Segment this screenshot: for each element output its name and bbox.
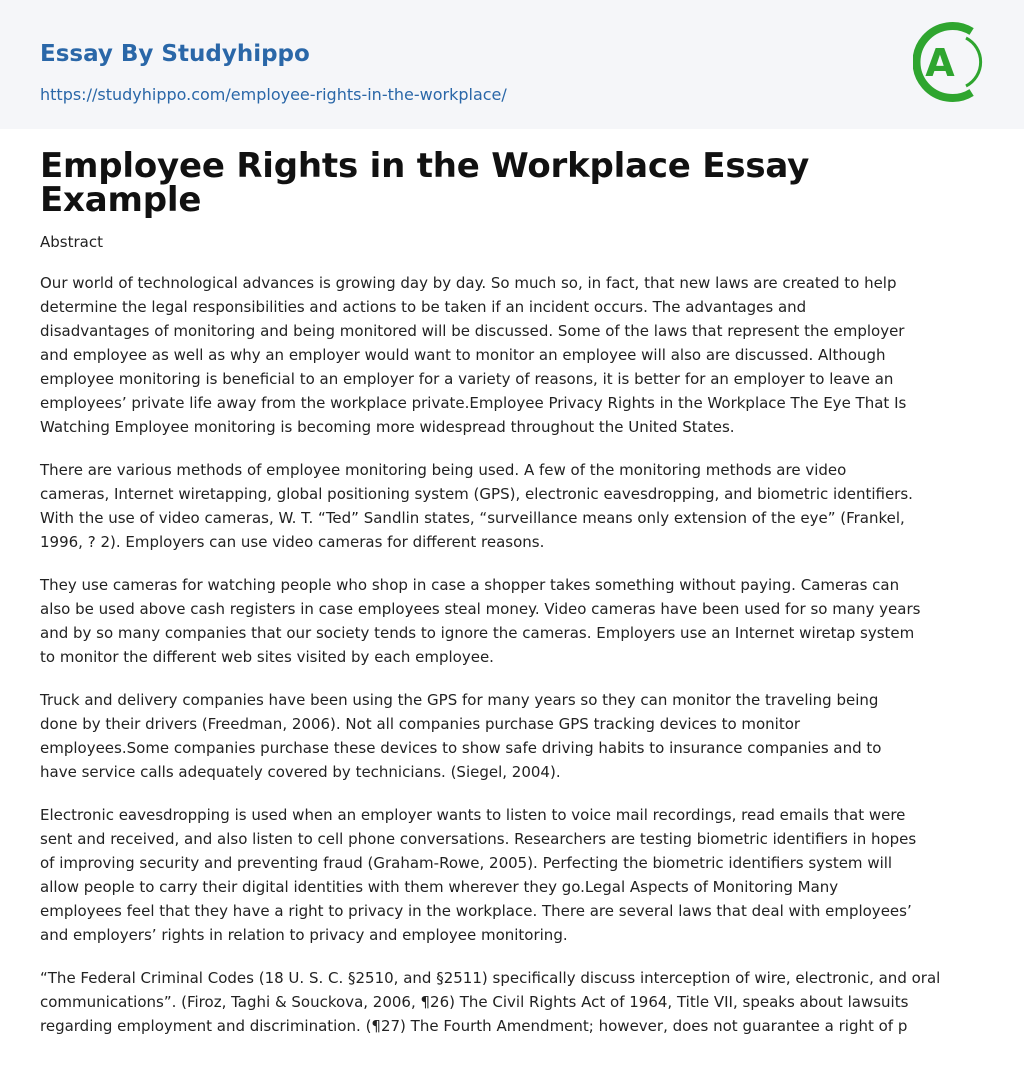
paragraph-3: They use cameras for watching people who shop in case a shopper takes something without paying. Cameras can also be used above cash registers in case employees steal money. Video cameras have been used for so many years and by so many companies that our society tends to ignore the cameras. Employers use an Internet wiretap system to monitor the different web sites visited by each employee. — [40, 576, 921, 666]
article-body — [40, 146, 984, 1038]
paragraph-5: Electronic eavesdropping is used when an employer wants to listen to voice mail recordings, read emails that were sent and received, and also listen to cell phone conversations. Researchers are testing biometric identifiers in hopes of improving security and preventing fraud (Graham-Rowe, 2005). Perfecting the biometric identifiers system will allow people to carry their digital identities with them wherever they go.Legal Aspects of Monitoring Many employees feel that they have a right to privacy in the workplace. There are several laws that deal with employees’ and employers’ rights in relation to privacy and employee monitoring. — [40, 806, 917, 944]
logo-letter: A — [925, 41, 955, 85]
site-brand[interactable]: Essay By Studyhippo — [40, 41, 310, 67]
article-title: Employee Rights in the Workplace Essay Example — [40, 146, 810, 220]
studyhippo-logo-icon[interactable] — [913, 20, 985, 104]
site-header — [0, 0, 1024, 129]
paragraph-1: Our world of technological advances is growing day by day. So much so, in fact, that new laws are created to help determine the legal responsibilities and actions to be taken if an incident occurs. The advantages and disadvantages of monitoring and being monitored will be discussed. Some of the laws that represent the employer and employee as well as why an employer would want to monitor an employee will also are discussed. Although employee monitoring is beneficial to an employer for a variety of reasons, it is better for an employer to leave an employees’ private life away from the workplace private.Employee Privacy Rights in the Workplace The Eye That Is Watching Employee monitoring is becoming more widespread throughout the United States. — [40, 274, 907, 436]
abstract-heading: Abstract — [40, 233, 103, 251]
source-url-link[interactable]: https://studyhippo.com/employee-rights-in-the-workplace/ — [40, 85, 507, 104]
paragraph-2: There are various methods of employee monitoring being used. A few of the monitoring methods are video cameras, Internet wiretapping, global positioning system (GPS), electronic eavesdropping, and biometric identifiers. With the use of video cameras, W. T. “Ted” Sandlin states, “surveillance means only extension of the eye” (Frankel, 1996, ? 2). Employers can use video cameras for different reasons. — [40, 461, 913, 551]
paragraph-6: “The Federal Criminal Codes (18 U. S. C. §2510, and §2511) specifically discuss interception of wire, electronic, and oral communications”. (Firoz, Taghi & Souckova, 2006, ¶26) The Civil Rights Act of 1964, Title VII, speaks about lawsuits regarding employment and discrimination. (¶27) The Fourth Amendment; however, does not guarantee a right of p — [40, 969, 941, 1035]
paragraph-4: Truck and delivery companies have been using the GPS for many years so they can monitor the traveling being done by their drivers (Freedman, 2006). Not all companies purchase GPS tracking devices to monitor employees.Some companies purchase these devices to show safe driving habits to insurance companies and to have service calls adequately covered by technicians. (Siegel, 2004). — [40, 691, 882, 781]
